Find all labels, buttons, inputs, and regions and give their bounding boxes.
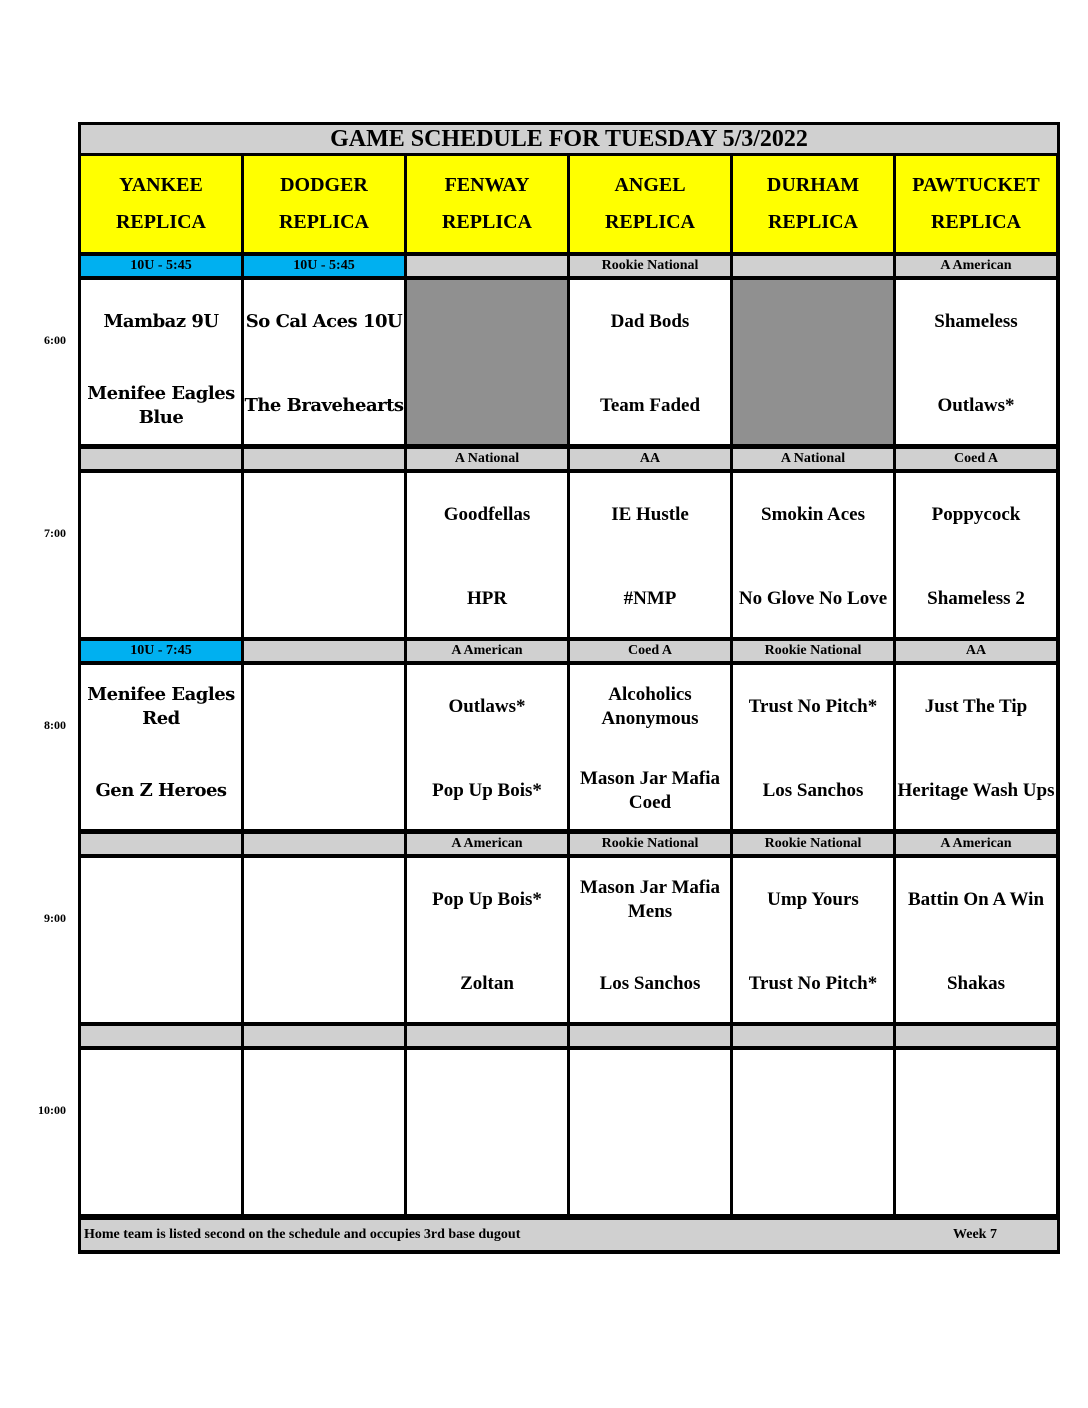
game-cell [407,665,567,829]
game-cell [81,1050,241,1214]
division-label: A American [407,641,567,661]
game-cell [244,665,404,829]
away-team: Shameless [934,311,1018,332]
time-label: 9:00 [44,911,66,925]
home-team: Heritage Wash Ups [897,780,1055,801]
division-label: A American [407,834,567,854]
field-header-angel [570,156,730,252]
away-team: Battin On A Win [907,889,1045,910]
game-cell [570,280,730,444]
home-team: No Glove No Love [738,588,888,609]
division-label [244,641,404,661]
division-label: 10U - 5:45 [81,256,241,276]
away-team: Trust No Pitch* [748,696,878,717]
home-team: #NMP [623,588,677,609]
home-team: Shakas [946,973,1006,994]
division-label: A American [896,834,1056,854]
game-cell [733,473,893,637]
division-label [407,1026,567,1046]
away-team: Menifee Eagles Red [87,684,235,729]
division-label: A National [733,449,893,469]
division-label [733,1026,893,1046]
field-name: ANGEL [614,174,686,196]
home-team: Pop Up Bois* [432,780,542,801]
home-team: Trust No Pitch* [748,973,878,994]
game-cell [407,473,567,637]
division-label: 10U - 7:45 [81,641,241,661]
field-name: YANKEE [119,174,203,196]
field-name: FENWAY [444,174,530,196]
division-label: AA [570,449,730,469]
game-cell [570,665,730,829]
away-team: IE Hustle [611,504,689,525]
division-label: Coed A [896,449,1056,469]
home-team: Los Sanchos [599,973,701,994]
unused-slot [407,280,567,444]
unused-slot [733,280,893,444]
game-cell [570,473,730,637]
game-cell [896,473,1056,637]
home-team: Team Faded [599,395,701,416]
game-cell [81,665,241,829]
field-subtitle: REPLICA [930,211,1021,233]
division-label: Coed A [570,641,730,661]
division-label [244,1026,404,1046]
division-label [407,256,567,276]
away-team: Poppycock [931,504,1021,525]
division-label: Rookie National [733,834,893,854]
field-subtitle: REPLICA [604,211,695,233]
away-team: Goodfellas [443,504,531,525]
time-label: 10:00 [38,1103,66,1117]
game-cell [81,858,241,1022]
home-team-note: Home team is listed second on the schedule and occupies 3rd base dugout [84,1227,521,1242]
away-team: Alcoholics Anonymous [601,684,699,729]
game-cell [81,473,241,637]
division-label [81,1026,241,1046]
home-team: Shameless 2 [927,588,1025,609]
home-team: Zoltan [460,973,514,994]
game-cell [733,665,893,829]
division-label: A National [407,449,567,469]
field-header-durham [733,156,893,252]
away-team: Smokin Aces [761,504,865,525]
division-label: AA [896,641,1056,661]
away-team: Mambaz 9U [103,311,219,332]
game-cell [407,858,567,1022]
field-header-fenway [407,156,567,252]
schedule-title: GAME SCHEDULE FOR TUESDAY 5/3/2022 [78,122,1060,156]
schedule-sheet [78,122,1060,1254]
game-cell [81,280,241,444]
away-team: Just The Tip [924,696,1028,717]
time-label: 6:00 [44,333,66,347]
field-name: DODGER [280,174,368,196]
division-label [81,449,241,469]
time-label: 8:00 [44,718,66,732]
field-name: PAWTUCKET [912,174,1040,196]
division-label [896,1026,1056,1046]
division-label [570,1026,730,1046]
week-label: Week 7 [953,1227,997,1242]
game-cell [733,1050,893,1214]
home-team: The Bravehearts [244,395,404,416]
game-cell [896,665,1056,829]
home-team: Mason Jar Mafia Coed [579,768,721,813]
home-team: Menifee Eagles Blue [87,383,235,428]
division-label [244,834,404,854]
division-label: 10U - 5:45 [244,256,404,276]
home-team: HPR [466,588,508,609]
away-team: Pop Up Bois* [432,889,542,910]
division-label: A American [896,256,1056,276]
division-label: Rookie National [570,834,730,854]
away-team: Outlaws* [448,696,526,717]
game-cell [570,1050,730,1214]
footer-bar [81,1220,1057,1250]
game-cell [733,858,893,1022]
game-cell [896,858,1056,1022]
game-cell [244,473,404,637]
field-name: DURHAM [766,174,860,196]
game-cell [244,1050,404,1214]
field-header-pawtucket [896,156,1056,252]
division-label: Rookie National [733,641,893,661]
away-team: Ump Yours [767,889,859,910]
away-team: So Cal Aces 10U [245,311,403,332]
game-cell [244,858,404,1022]
away-team: Dad Bods [610,311,690,332]
game-cell [244,280,404,444]
field-subtitle: REPLICA [767,211,858,233]
away-team: Mason Jar Mafia Mens [579,877,721,922]
field-subtitle: REPLICA [441,211,532,233]
game-cell [896,1050,1056,1214]
home-team: Outlaws* [937,395,1015,416]
field-header-yankee [81,156,241,252]
game-cell [896,280,1056,444]
home-team: Los Sanchos [762,780,864,801]
division-label: Rookie National [570,256,730,276]
field-subtitle: REPLICA [278,211,369,233]
division-label [244,449,404,469]
game-cell [407,1050,567,1214]
home-team: Gen Z Heroes [95,780,227,801]
field-header-dodger [244,156,404,252]
field-subtitle: REPLICA [115,211,206,233]
game-cell [570,858,730,1022]
division-label [81,834,241,854]
division-label [733,256,893,276]
time-label: 7:00 [44,526,66,540]
